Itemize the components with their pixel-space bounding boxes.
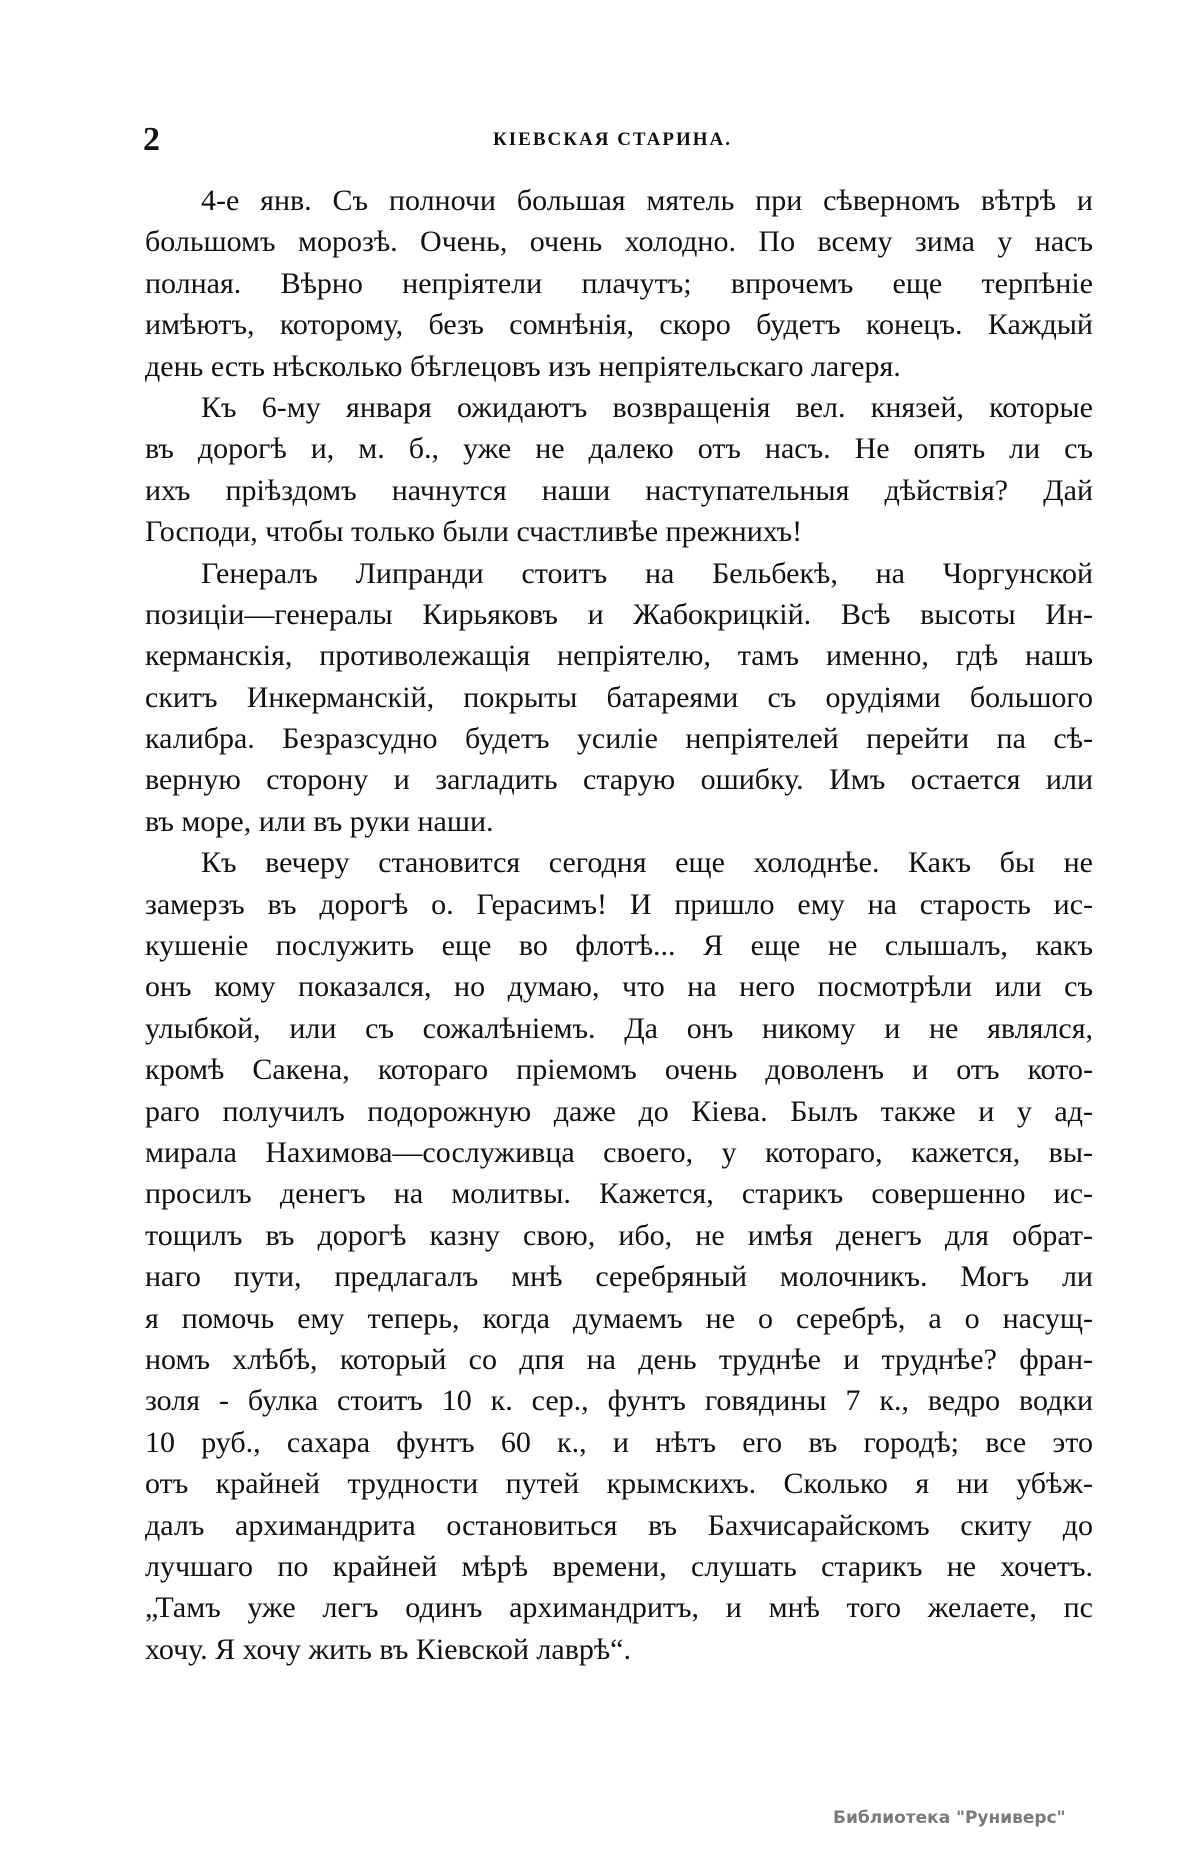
paragraph — [145, 553, 1093, 843]
text-line: 10 руб., сахара фунтъ 60 к., и нѣтъ его въ городѣ; все это — [145, 1425, 1093, 1459]
text-line: Генералъ Липранди стоитъ на Бельбекѣ, на Чоргунской — [201, 556, 1093, 590]
text-line: мирала Нахимова—сослуживца своего, у котораго, кажется, вы- — [145, 1135, 1093, 1169]
text-line: раго получилъ подорожную даже до Кіева. Былъ также и у ад- — [145, 1094, 1093, 1128]
text-line: въ дорогѣ и, м. б., уже не далеко отъ насъ. Не опять ли съ — [145, 432, 1093, 466]
text-line: имѣютъ, которому, безъ сомнѣнія, скоро будетъ конецъ. Каждый — [145, 308, 1093, 342]
text-line: керманскія, противолежащія непріятелю, тамъ именно, гдѣ нашъ — [145, 639, 1093, 673]
text-line: Господи, чтобы только были счастливѣе прежнихъ! — [145, 515, 803, 549]
text-line: далъ архимандрита остановиться въ Бахчисарайскомъ скиту до — [145, 1508, 1093, 1542]
text-line: Къ вечеру становится сегодня еще холоднѣе. Какъ бы не — [201, 846, 1093, 880]
text-line: Къ 6-му января ожидаютъ возвращенія вел. князей, которые — [201, 390, 1093, 424]
text-line: онъ кому показался, но думаю, что на него посмотрѣли или съ — [145, 970, 1093, 1004]
text-line: просилъ денегъ на молитвы. Кажется, старикъ совершенно ис- — [145, 1177, 1093, 1211]
text-line: кушеніе послужить еще во флотѣ... Я еще не слышалъ, какъ — [145, 929, 1093, 963]
library-watermark: Библиотека "Руниверс" — [833, 1808, 1066, 1828]
text-line: кромѣ Сакена, котораго пріемомъ очень доволенъ и отъ кото- — [145, 1053, 1093, 1087]
text-line: тощилъ въ дорогѣ казну свою, ибо, не имѣя денегъ для обрат- — [145, 1218, 1093, 1252]
paragraph — [145, 842, 1093, 1670]
text-line: позиціи—генералы Кирьяковъ и Жабокрицкій. Всѣ высоты Ин- — [145, 597, 1093, 631]
text-line: наго пути, предлагалъ мнѣ серебряный молочникъ. Могъ ли — [145, 1260, 1093, 1294]
text-line: ихъ пріѣздомъ начнутся наши наступательныя дѣйствія? Дай — [145, 473, 1093, 507]
text-line: скитъ Инкерманскій, покрыты батареями съ орудіями большого — [145, 680, 1093, 714]
text-line: „Тамъ уже легъ одинъ архимандритъ, и мнѣ того желаете, пс — [145, 1591, 1093, 1625]
text-line: верную сторону и загладить старую ошибку. Имъ остается или — [145, 763, 1093, 797]
text-line: номъ хлѣбѣ, который со дпя на день труднѣе и труднѣе? фран- — [145, 1342, 1093, 1376]
paragraph — [145, 387, 1093, 553]
text-line: улыбкой, или съ сожалѣніемъ. Да онъ никому и не являлся, — [145, 1011, 1093, 1045]
text-line: лучшаго по крайней мѣрѣ времени, слушать старикъ не хочетъ. — [145, 1549, 1093, 1583]
running-title: КІЕВСКАЯ СТАРИНА. — [492, 129, 732, 150]
text-line: золя - булка стоитъ 10 к. сер., фунтъ говядины 7 к., ведро водки — [145, 1384, 1093, 1418]
text-line: я помочь ему теперь, когда думаемъ не о серебрѣ, а о насущ- — [145, 1301, 1093, 1335]
text-line: калибра. Безразсудно будетъ усиліе непріятелей перейти па сѣ- — [145, 722, 1093, 756]
text-line: большомъ морозѣ. Очень, очень холодно. По всему зима у насъ — [145, 225, 1093, 259]
text-line: отъ крайней трудности путей крымскихъ. Сколько я ни убѣж- — [145, 1467, 1093, 1501]
text-line: полная. Вѣрно непріятели плачутъ; впрочемъ еще терпѣніе — [145, 266, 1093, 300]
paragraph — [145, 180, 1093, 387]
text-line: замерзъ въ дорогѣ о. Герасимъ! И пришло ему на старость ис- — [145, 887, 1093, 921]
text-line: въ море, или въ руки наши. — [145, 804, 494, 838]
body-text — [145, 180, 1093, 1670]
text-line: хочу. Я хочу жить въ Кіевской лаврѣ“. — [145, 1632, 631, 1666]
text-line: день есть нѣсколько бѣглецовъ изъ непріятельскаго лагеря. — [145, 349, 901, 383]
page-number: 2 — [143, 121, 160, 158]
text-line: 4-е янв. Съ полночи большая мятель при сѣверномъ вѣтрѣ и — [201, 184, 1093, 217]
